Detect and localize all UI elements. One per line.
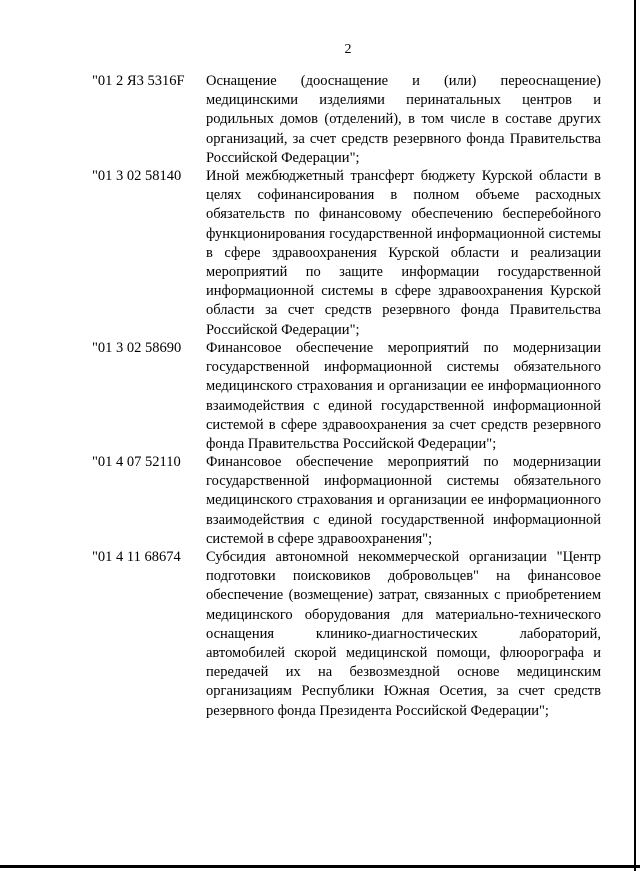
- page-number: 2: [344, 42, 352, 57]
- scan-edge-right: [634, 0, 636, 871]
- budget-code: "01 2 Я3 5316F: [92, 73, 185, 89]
- budget-code: "01 4 11 68674: [92, 549, 181, 565]
- scan-edge-bottom: [0, 865, 640, 868]
- budget-code: "01 3 02 58140: [92, 168, 182, 184]
- budget-description: Иной межбюджетный трансферт бюджету Курской области в целях софинансирования в полном объеме расходных обязательств по финансовому обеспечению бесперебойного функционирования государственной информационной системы в сфере здравоохранения Курской области и реализации мероприятий по защите информации государственной информационной системы в сфере здравоохранения Курской области за счет средств резервного фонда Правительства Российской Федерации";: [206, 168, 601, 338]
- budget-description: Финансовое обеспечение мероприятий по модернизации государственной информационной системы обязательного медицинского страхования и организации ее информационного взаимодействия с единой государственной информационной системой в сфере здравоохранения за счет средств резервного фонда Правительства Российской Федерации";: [206, 340, 601, 453]
- budget-description: Финансовое обеспечение мероприятий по модернизации государственной информационной системы обязательного медицинского страхования и организации ее информационного взаимодействия с единой государственной информационной системой в сфере здравоохранения";: [206, 454, 601, 547]
- budget-description: Субсидия автономной некоммерческой организации "Центр подготовки поисковиков добровольцев" на финансовое обеспечение (возмещение) затрат, связанных с приобретением медицинского оборудования для материально-технического оснащения клинико-диагностических лабораторий, автомобилей скорой медицинской помощи, флюорографа и передачей их на безвозмездной основе медицинским организациям Республики Южная Осетия, за счет средств резервного фонда Президента Российской Федерации";: [206, 549, 601, 719]
- budget-description: Оснащение (дооснащение и (или) переоснащение) медицинскими изделиями перинатальных центров и родильных домов (отделений), в том числе в составе других организаций, за счет средств резервного фонда Правительства Российской Федерации";: [206, 73, 601, 166]
- budget-code: "01 4 07 52110: [92, 454, 181, 470]
- budget-code: "01 3 02 58690: [92, 340, 182, 356]
